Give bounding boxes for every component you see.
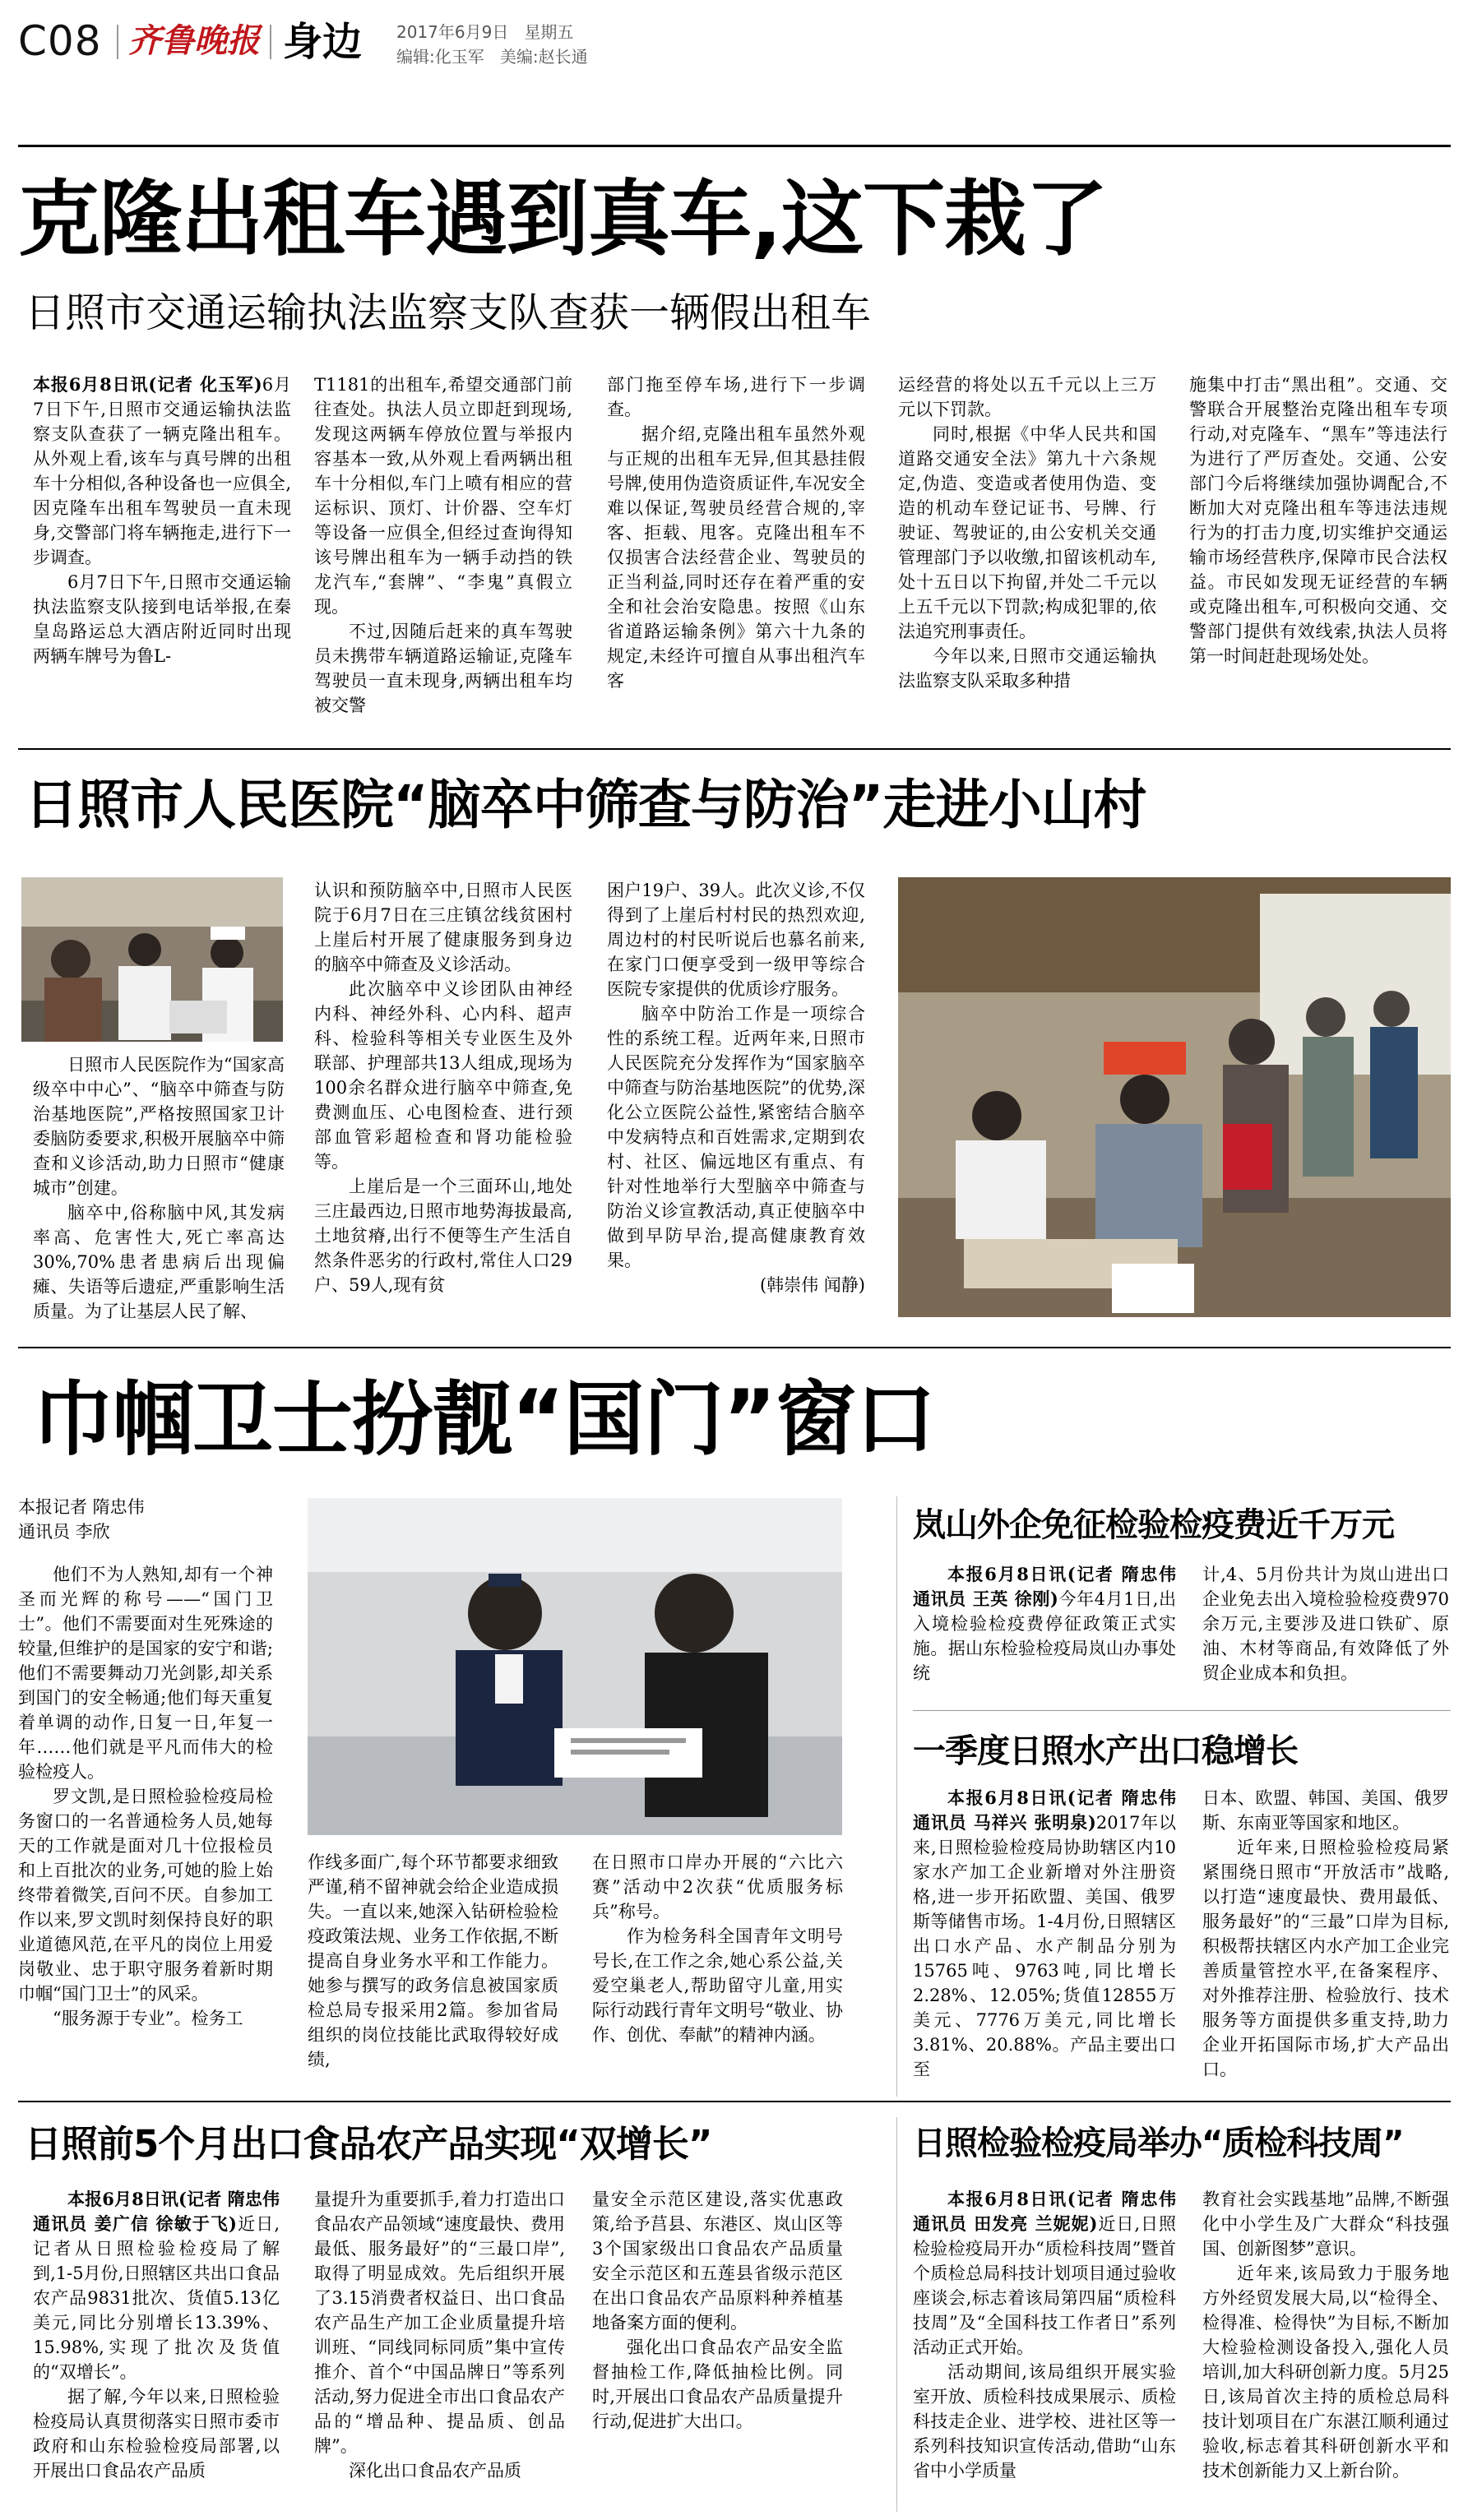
story4-headline: 日照前5个月出口食品农产品实现“双增长” [25, 2122, 712, 2166]
issue-date [396, 21, 573, 43]
story3-paragraph: 他们不为人熟知,却有一个神圣而光辉的称号——“国门卫士”。他们不需要面对生死殊途的较量,但维护的是国家的安宁和谐;他们不需要舞动刀光剑影,却关系到国门的安全畅通;他们每天重复着单调的动作,日复一日,年复一年……他们就是平凡而伟大的检验检疫人。 [18, 1565, 273, 1782]
story1-column-5 [1189, 372, 1447, 730]
brief2-paragraph: 日本、欧盟、韩国、美国、俄罗斯、东南亚等国家和地区。 [1202, 1788, 1449, 1833]
story1-paragraph: 据介绍,克隆出租车虽然外观与正规的出租车无异,但其悬挂假号牌,使用伪造资质证件,车况安全难以保证,驾驶员经营合规的,宰客、拒载、甩客。克隆出租车不仅损害合法经营企业、驾驶员的正当利益,同时还存在着严重的安全和社会治安隐患。按照《山东省道路运输条例》第六十九条的规定,未经许可擅自从事出租汽车客 [607, 424, 865, 691]
story3-bylines [18, 1495, 289, 1544]
story4-paragraph: 据了解,今年以来,日照检验检疫局认真贯彻落实日照市委市政府和山东检验检疫局部署,以开展出口食品农产品质 [33, 2387, 280, 2481]
story4-column-3 [592, 2187, 843, 2512]
editor-credits [396, 46, 588, 67]
page-number: C08 [18, 17, 102, 65]
story3-paragraph: 在日照市口岸办开展的“六比六赛”活动中2次获“优质服务标兵”称号。 [592, 1852, 843, 1921]
brief3-column-2 [1202, 2187, 1449, 2512]
brief3-column-1 [913, 2187, 1176, 2512]
editor-text: 编辑:化玉军 [396, 47, 484, 67]
story1-paragraph: 部门拖至停车场,进行下一步调查。 [607, 375, 865, 419]
villagers-queue-health-screening-photo-icon [898, 877, 1451, 1317]
brief-rule [913, 1710, 1451, 1711]
story3-paragraph: 作为检务科全国青年文明号号长,在工作之余,她心系公益,关爱空巢老人,帮助留守儿童,用实际行动践行青年文明号“敬业、协作、创优、奉献”的精神内涵。 [592, 1926, 843, 2045]
story4-column-1 [33, 2187, 280, 2512]
story3-headline: 巾帼卫士扮靓“国门”窗口 [33, 1373, 935, 1467]
weekday-text: 星期五 [524, 22, 574, 42]
brief3-paragraph: 近日,日照检验检疫局开办“质检科技周”暨首个质检总局科技计划项目通过验收座谈会,标志着该局第四届“质检科技周”及“全国科技工作者日”系列活动正式开始。 [913, 2214, 1176, 2357]
story1-column-2 [314, 372, 572, 730]
story1-paragraph: 同时,根据《中华人民共和国道路交通安全法》第九十六条规定,伪造、变造或者使用伪造、变造的机动车登记证书、号牌、行驶证、驾驶证的,由公安机关交通管理部门予以收缴,扣留该机动车,处十五日以下拘留,并处二千元以上五千元以下罚款;构成犯罪的,依法追究刑事责任。 [898, 424, 1156, 641]
brief2-headline: 一季度日照水产出口稳增长 [913, 1732, 1298, 1770]
story2-paragraph: 此次脑卒中义诊团队由神经内科、神经外科、心内科、超声科、检验科等相关专业医生及外联部、护理部共13人组成,现场为100余名群众进行脑卒中筛查,免费测血压、心电图检查、进行颈部血管彩超检查和肾功能检验等。 [314, 979, 572, 1172]
story1-paragraph: 6月7日下午,日照市交通运输执法监察支队接到电话举报,在秦皇岛路运总大酒店附近同时出现两辆车牌号为鲁L- [33, 572, 291, 666]
story3-byline-reporter: 本报记者 隋忠伟 [18, 1497, 145, 1517]
story1-paragraph: 运经营的将处以五千元以上三万元以下罚款。 [898, 375, 1156, 419]
story3-column-2 [308, 1850, 558, 2087]
story2-paragraph: 认识和预防脑卒中,日照市人民医院于6月7日在三庄镇岔线贫困村上崖后村开展了健康服务到身边的脑卒中筛查及义诊活动。 [314, 881, 572, 974]
story2-paragraph: 脑卒中防治工作是一项综合性的系统工程。近两年来,日照市人民医院充分发挥作为“国家脑卒中筛查与防治基地医院”的优势,深化公立医院公益性,紧密结合脑卒中发病特点和百姓需求,定期到农村、社区、偏远地区有重点、有针对性地举行大型脑卒中筛查与防治义诊宣教活动,真正使脑卒中做到早防早治,提高健康教育效果。 [607, 1004, 865, 1270]
column-divider [896, 2117, 897, 2512]
brief1-paragraph: 计,4、5月份共计为岚山进出口企业免去出入境检验检疫费970余万元,主要涉及进口铁矿、原油、木材等商品,有效降低了外贸企业成本和负担。 [1202, 1565, 1449, 1683]
story4-column-2 [314, 2187, 565, 2512]
story4-paragraph: 量安全示范区建设,落实优惠政策,给予莒县、东港区、岚山区等3个国家级出口食品农产品质量安全示范区和五莲县省级示范区在出口食品农产品原料种养植基地备案方面的便利。 [592, 2189, 843, 2333]
story2-headline: 日照市人民医院“脑卒中筛查与防治”走进小山村 [25, 774, 1146, 836]
brief1-headline: 岚山外企免征检验检疫费近千万元 [913, 1506, 1394, 1544]
story2-column-1 [33, 1052, 285, 1336]
brief1-byline: 本报6月8日讯(记者 隋忠伟 通讯员 王英 徐刚) [913, 1564, 1176, 1609]
story1-paragraph: 施集中打击“黑出租”。交通、交警联合开展整治克隆出租车专项行动,对克隆车、“黑车”等违法行为进行了严厉查处。交通、公安部门今后将继续加强协调配合,不断加大对克隆出租车等违法违规行为的打击力度,切实维护交通运输市场经营秩序,保障市民合法权益。市民如发现无证经营的车辆或克隆出租车,可积极向交通、交警部门提供有效线索,执法人员将第一时间赶赴现场处处。 [1189, 375, 1447, 666]
story3-paragraph: 作线多面广,每个环节都要求细致严谨,稍不留神就会给企业造成损失。一直以来,她深入钻研检验检疫政策法规、业务工作依据,不断提高自身业务水平和工作能力。她参与撰写的政务信息被国家质检总局专报采用2篇。参加省局组织的岗位技能比武取得较好成绩, [308, 1852, 558, 2069]
brief3-headline: 日照检验检疫局举办“质检科技周” [913, 2125, 1404, 2162]
brief3-byline: 本报6月8日讯(记者 隋忠伟 通讯员 田发亮 兰妮妮) [913, 2189, 1176, 2234]
story3-column-1 [18, 1562, 273, 2087]
photo-doctors-examining-villager [21, 877, 283, 1042]
story2-paragraph: 脑卒中,俗称脑中风,其发病率高、危害性大,死亡率高达30%,70%患者患病后出现偏瘫、失语等后遗症,严重影响生活质量。为了让基层人民了解、 [33, 1203, 285, 1321]
story1-paragraph: 6月7日下午,日照市交通运输执法监察支队查获了一辆克隆出租车。从外观上看,该车与真号牌的出租车十分相似,各种设备也一应俱全,因克隆车出租车驾驶员一直未现身,交警部门将车辆拖走,进行下一步调查。 [33, 375, 291, 567]
photo-inspection-counter [308, 1498, 842, 1835]
designer-text: 美编:赵长通 [499, 47, 588, 67]
story4-paragraph: 深化出口食品农产品质 [349, 2461, 521, 2481]
story1-column-3 [607, 372, 865, 730]
story2-credit: (韩崇伟 闻静) [759, 1275, 865, 1295]
story2-paragraph: 日照市人民医院作为“国家高级卒中中心”、“脑卒中筛查与防治基地医院”,严格按照国家卫计委脑防委要求,积极开展脑卒中筛查和义诊活动,助力日照市“健康城市”创建。 [33, 1055, 285, 1198]
photo-villagers-screening [898, 877, 1451, 1317]
brief2-column-1 [913, 1786, 1176, 2087]
brief3-paragraph: 活动期间,该局组织开展实验室开放、质检科技成果展示、质检科技走企业、进学校、进社区等一系列科技知识宣传活动,借助“山东省中小学质量 [913, 2362, 1176, 2481]
brief1-paragraph: 今年4月1日,出入境检验检疫费停征政策正式实施。据山东检验检疫局岚山办事处统 [913, 1589, 1176, 1683]
doctors-examining-villager-photo-icon [21, 877, 283, 1042]
brief1-column-2 [1202, 1562, 1449, 1685]
story3-paragraph: “服务源于专业”。检务工 [53, 2009, 243, 2028]
story4-paragraph: 近日,记者从日照检验检疫局了解到,1-5月份,日照辖区共出口食品农产品9831批次、货值5.13亿美元,同比分别增长13.39%、15.98%,实现了批次及货值的“双增长”。 [33, 2214, 280, 2382]
story3-paragraph: 罗文凯,是日照检验检疫局检务窗口的一名普通检务人员,她每天的工作就是面对几十位报检员和上百批次的业务,可她的脸上始终带着微笑,百问不厌。自参加工作以来,罗文凯时刻保持良好的职业道德风范,在平凡的岗位上用爱岗敬业、忠于职守服务着新时期巾帼“国门卫士”的风采。 [18, 1787, 273, 2004]
section-rule [18, 1347, 1451, 1348]
story2-paragraph: 困户19户、39人。此次义诊,不仅得到了上崖后村村民的热烈欢迎,周边村的村民听说后也慕名前来,在家门口便享受到一级甲等综合医院专家提供的优质诊疗服务。 [607, 881, 865, 999]
story1-headline: 克隆出租车遇到真车,这下栽了 [18, 171, 1107, 267]
date-text: 2017年6月9日 [396, 22, 509, 42]
masthead-rule [18, 145, 1451, 147]
story2-column-2 [314, 878, 572, 1339]
brief3-paragraph: 教育社会实践基地”品牌,不断强化中小学生及广大群众“科技强国、创新图梦”意识。 [1202, 2189, 1449, 2259]
story1-paragraph: 今年以来,日照市交通运输执法监察支队采取多种措 [898, 646, 1156, 691]
story2-column-3 [607, 878, 865, 1339]
story3-byline-correspondent: 通讯员 李欣 [18, 1522, 110, 1542]
brief1-column-1 [913, 1562, 1176, 1685]
story4-byline: 本报6月8日讯(记者 隋忠伟 通讯员 姜广信 徐敏于飞) [33, 2189, 280, 2234]
brief2-byline: 本报6月8日讯(记者 隋忠伟 通讯员 马祥兴 张明泉) [913, 1787, 1176, 1833]
brief2-column-2 [1202, 1786, 1449, 2087]
story1-subhead: 日照市交通运输执法监察支队查获一辆假出租车 [25, 289, 872, 336]
section-title: 身边 [283, 19, 363, 65]
section-rule [18, 2101, 1451, 2102]
section-rule [18, 748, 1451, 750]
paper-logo: 齐鲁晚报 [128, 21, 260, 60]
brief2-paragraph: 近年来,日照检验检疫局紧紧围绕日照市“开放活市”战略,以打造“速度最快、费用最低、服务最好”的“三最”口岸为目标,积极帮扶辖区内水产加工企业完善质量管控水平,在备案程序、对外推荐注册、检验放行、技术服务等方面提供多重支持,助力企业开拓国际市场,扩大产品出口。 [1202, 1838, 1449, 2079]
story1-byline: 本报6月8日讯(记者 化玉军) [33, 374, 262, 395]
brief2-paragraph: 2017年以来,日照检验检疫局协助辖区内10家水产加工企业新增对外注册资格,进一步开拓欧盟、美国、俄罗斯等储售市场。1-4月份,日照辖区出口水产品、水产制品分别为15765吨、9763吨,同比增长2.28%、12.05%;货值12855万美元、7776万美元,同比增长3.81%、20.88%。产品主要出口至 [913, 1813, 1176, 2079]
story1-paragraph: 不过,因随后赶来的真车驾驶员未携带车辆道路运输证,克隆车驾驶员一直未现身,两辆出租车均被交警 [314, 622, 572, 715]
story1-column-1 [33, 372, 291, 730]
story3-column-3 [592, 1850, 843, 2087]
story2-paragraph: 上崖后是一个三面环山,地处三庄最西边,日照市地势海拔最高,土地贫瘠,出行不便等生产生活自然条件恶劣的行政村,常住人口29户、59人,现有贫 [314, 1177, 572, 1295]
inspection-officer-counter-photo-icon [308, 1498, 842, 1835]
story4-paragraph: 量提升为重要抓手,着力打造出口食品农产品领域“速度最快、费用最低、服务最好”的“三最口岸”,取得了明显成效。先后组织开展了3.15消费者权益日、出口食品农产品生产加工企业质量提升培训班、“同线同标同质”集中宣传推介、首个“中国品牌日”等系列活动,努力促进全市出口食品农产品的“增品种、提品质、创品牌”。 [314, 2189, 565, 2456]
story4-paragraph: 强化出口食品农产品安全监督抽检工作,降低抽检比例。同时,开展出口食品农产品质量提升行动,促进扩大出口。 [592, 2337, 843, 2431]
column-divider [896, 1496, 897, 2097]
masthead-divider [117, 25, 118, 59]
brief3-paragraph: 近年来,该局致力于服务地方外经贸发展大局,以“检得全、检得准、检得快”为目标,不断加大检验检测设备投入,强化人员培训,加大科研创新力度。5月25日,该局首次主持的质检总局科技计划项目在广东湛江顺利通过验收,标志着其科研创新水平和技术创新能力又上新台阶。 [1202, 2263, 1449, 2481]
story1-column-4 [898, 372, 1156, 730]
story1-paragraph: T1181的出租车,希望交通部门前往查处。执法人员立即赶到现场,发现这两辆车停放位置与举报内容基本一致,从外观上看两辆出租车十分相似,车门上喷有相应的营运标识、顶灯、计价器、空车灯等设备一应俱全,但经过查询得知该号牌出租车为一辆手动挡的铁龙汽车,“套牌”、“李鬼”真假立现。 [314, 375, 572, 617]
masthead-divider [270, 25, 271, 59]
